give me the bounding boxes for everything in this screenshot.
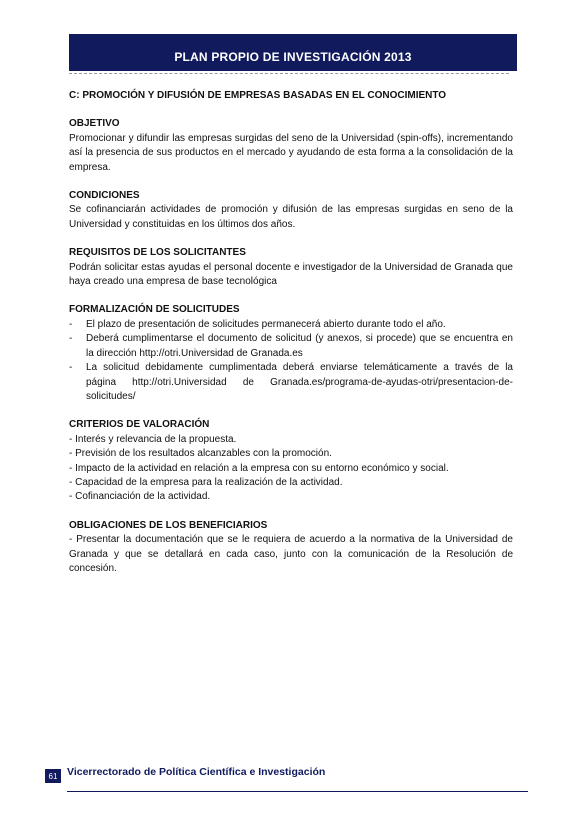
condiciones-text: Se cofinanciarán actividades de promoción y difusión de las empresas surgidas en seno de la Universidad y constituidas en los últimos dos años. xyxy=(69,204,513,230)
page-header-banner xyxy=(69,34,517,71)
header-divider xyxy=(69,73,509,74)
formalizacion-list xyxy=(69,318,513,404)
requisitos-heading: REQUISITOS DE LOS SOLICITANTES xyxy=(69,247,246,259)
footer-divider xyxy=(67,791,528,792)
list-item: - La solicitud debidamente cumplimentada deberá enviarse telemáticamente a través de la página http://otri.Universidad de Granada.es/programa-de-ayudas-otri/presentacion-de-solicitudes/ xyxy=(69,361,513,404)
obligaciones-heading: OBLIGACIONES DE LOS BENEFICIARIOS xyxy=(69,519,268,531)
section-title: C: PROMOCIÓN Y DIFUSIÓN DE EMPRESAS BASADAS EN EL CONOCIMIENTO xyxy=(69,90,447,101)
page-number: 61 xyxy=(45,769,61,783)
list-item: - Deberá cumplimentarse el documento de solicitud (y anexos, si procede) que se encuentra en la dirección http://otri.Universidad de Granada.es xyxy=(69,332,513,361)
formalizacion-heading: FORMALIZACIÓN DE SOLICITUDES xyxy=(69,304,240,316)
list-item: - Previsión de los resultados alcanzables con la promoción. xyxy=(69,448,332,460)
requisitos-text: Podrán solicitar estas ayudas el personal docente e investigador de la Universidad de Granada que haya creado una empresa de base tecnológica xyxy=(69,261,513,288)
footer-text: Vicerrectorado de Política Científica e Investigación xyxy=(67,766,326,778)
header-title: PLAN PROPIO DE INVESTIGACIÓN 2013 xyxy=(174,49,412,64)
document-body xyxy=(69,89,513,576)
list-item: - Interés y relevancia de la propuesta. xyxy=(69,433,237,445)
list-item: - Impacto de la actividad en relación a la empresa con su entorno económico y social. xyxy=(69,462,449,474)
criterios-list xyxy=(69,433,513,505)
list-item: - El plazo de presentación de solicitudes permanecerá abierto durante todo el año. xyxy=(69,318,513,332)
obligaciones-text: - Presentar la documentación que se le requiera de acuerdo a la normativa de la Universidad de Granada y que se detallará en cada caso, junto con la comunicación de la Resolución de concesión. xyxy=(69,534,513,574)
objetivo-heading: OBJETIVO xyxy=(69,118,120,130)
list-item: - Capacidad de la empresa para la realización de la actividad. xyxy=(69,476,343,488)
objetivo-text: Promocionar y difundir las empresas surgidas del seno de la Universidad (spin-offs), incrementando así la presencia de sus productos en el mercado y ayudando de esta forma a la consolidación de la empresa. xyxy=(69,132,513,173)
criterios-heading: CRITERIOS DE VALORACIÓN xyxy=(69,419,210,431)
condiciones-heading: CONDICIONES xyxy=(69,190,140,202)
list-item: - Cofinanciación de la actividad. xyxy=(69,491,211,503)
